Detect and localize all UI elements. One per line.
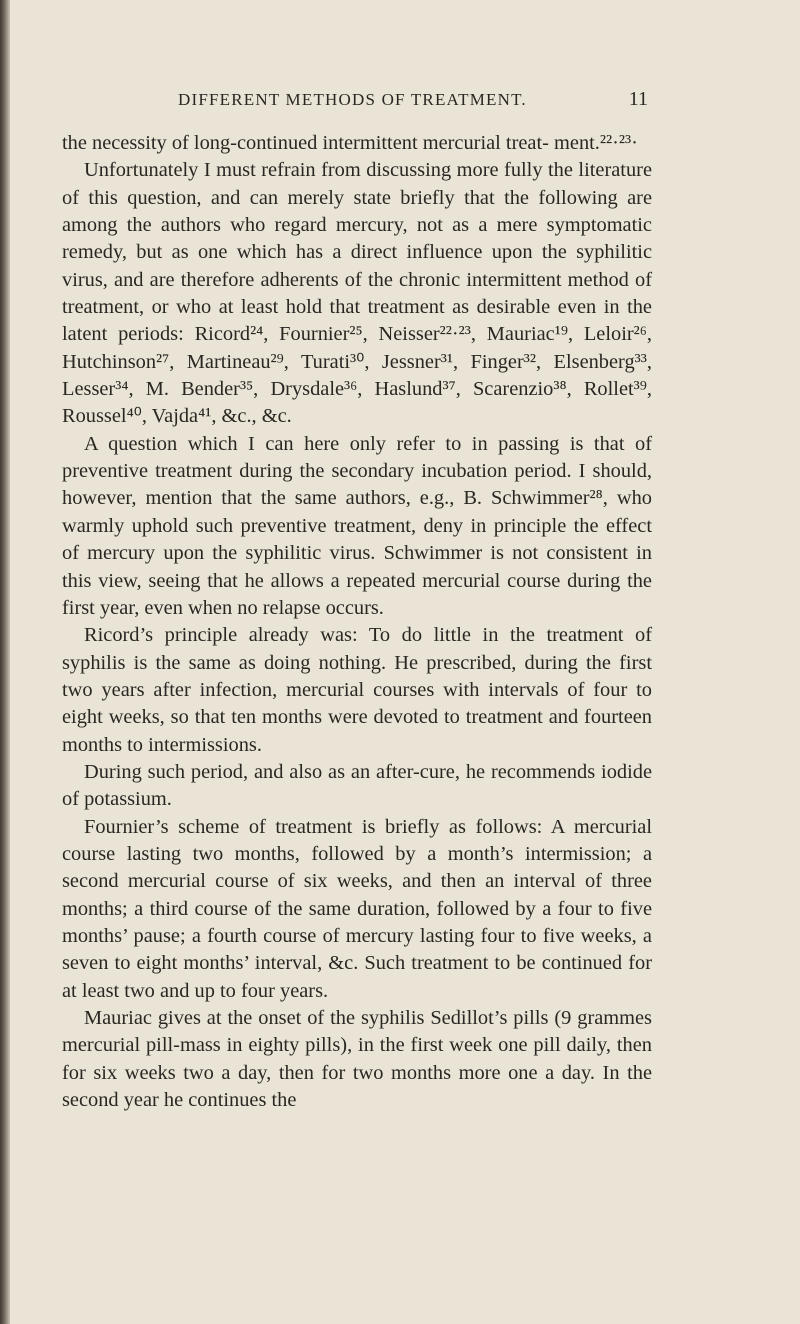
paragraph-continuation: the necessity of long-continued intermittent mercurial treat- ment.²²·²³· <box>62 132 638 154</box>
paragraph-preventive-treatment: A question which I can here only refer to in passing is that of preventive treatment during the secondary incubation period. I should, however, mention that the same authors, e.g., B. Schwimmer²⁸, who warmly uphold such preventive treatment, deny in principle the effect of mercury upon the syphilitic virus. Schwimmer is not consistent in this view, seeing that he allows a repeated mercurial course during the first year, even when no relapse occurs. <box>62 432 652 619</box>
paragraph-mauriac-pills: Mauriac gives at the onset of the syphilis Sedillot’s pills (9 grammes mercurial pill-mass in eighty pills), in the first week one pill daily, then for six weeks two a day, then for two months more one a day. In the second year he continues the <box>62 1007 652 1112</box>
page-number: 11 <box>628 88 648 110</box>
paragraph-after-cure: During such period, and also as an after-cure, he recommends iodide of potassium. <box>62 760 652 811</box>
page-binding-edge <box>0 0 10 1324</box>
running-header <box>178 90 648 110</box>
body-text <box>62 130 652 1114</box>
paragraph-fournier-scheme: Fournier’s scheme of treatment is briefly as follows: A mercurial course lasting two months, followed by a month’s intermission; a second mercurial course of six weeks, and then an interval of three months; a third course of the same duration, followed by a four to five months’ pause; a fourth course of mercury lasting four to five weeks, a seven to eight months’ interval, &c. Such treatment to be continued for at least two and up to four years. <box>62 815 652 1002</box>
paragraph-literature-authors: Unfortunately I must refrain from discussing more fully the literature of this question, and can merely state briefly that the following are among the authors who regard mercury, not as a mere symptomatic remedy, but as one which has a direct influence upon the syphilitic virus, and are therefore adherents of the chronic intermittent method of treatment, or who at least hold that treatment as desirable even in the latent periods: Ricord²⁴, Fournier²⁵, Neisser²²·²³, Mauriac¹⁹, Leloir²⁶, Hutchinson²⁷, Martineau²⁹, Turati³⁰, Jessner³¹, Finger³², Elsenberg³³, Lesser³⁴, M. Bender³⁵, Drysdale³⁶, Haslund³⁷, Scarenzio³⁸, Rollet³⁹, Roussel⁴⁰, Vajda⁴¹, &c., &c. <box>62 159 652 428</box>
running-title: DIFFERENT METHODS OF TREATMENT. <box>178 90 527 109</box>
paragraph-ricord-principle: Ricord’s principle already was: To do little in the treatment of syphilis is the same as doing nothing. He prescribed, during the first two years after infection, mercurial courses with intervals of four to eight weeks, so that ten months were devoted to treatment and fourteen months to intermissions. <box>62 624 652 756</box>
